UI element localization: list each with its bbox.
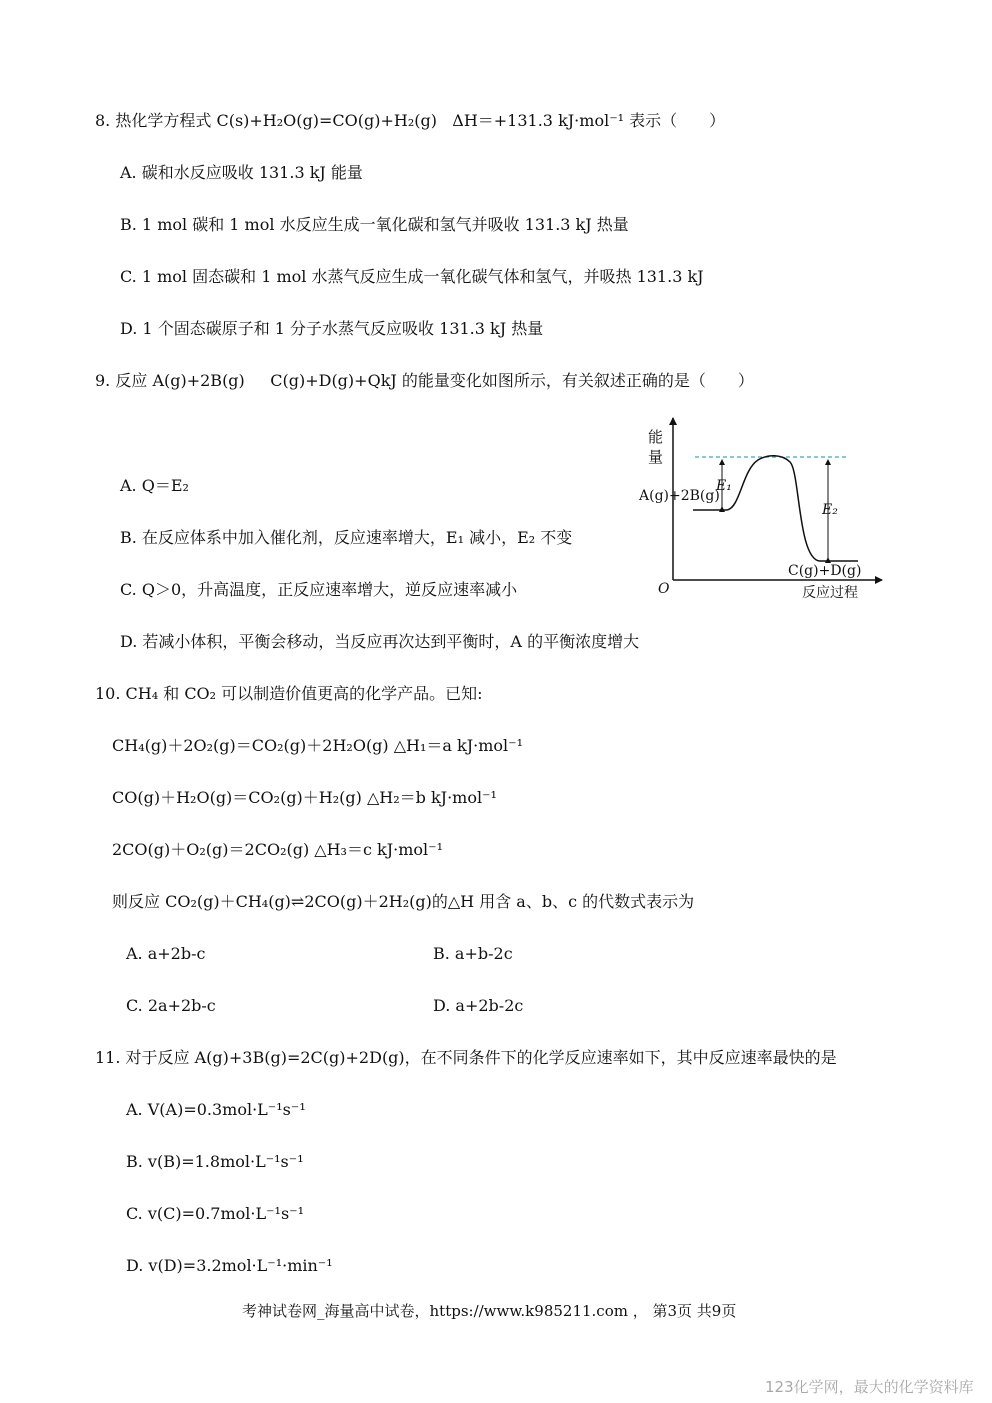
y-axis-label-energy-1: 能 <box>648 428 664 446</box>
x-axis-label: 反应过程 <box>802 585 858 601</box>
q9-option-a: A. Q＝E₂ <box>120 476 189 495</box>
q10-equation-2: CO(g)＋H₂O(g)＝CO₂(g)＋H₂(g) △H₂＝b kJ·mol⁻¹ <box>112 788 497 807</box>
q8-stem-prefix: 8. 热化学方程式 <box>95 111 217 130</box>
q9-option-d: D. 若减小体积，平衡会移动，当反应再次达到平衡时，A 的平衡浓度增大 <box>120 632 640 651</box>
q11-option-d: D. v(D)=3.2mol·L⁻¹·min⁻¹ <box>126 1256 333 1275</box>
products-label: C(g)+D(g) <box>788 563 862 579</box>
q9-stem <box>95 370 754 392</box>
q11-option-c: C. v(C)=0.7mol·L⁻¹s⁻¹ <box>126 1204 305 1223</box>
q10-ask: 则反应 CO₂(g)＋CH₄(g)⇌2CO(g)＋2H₂(g)的△H 用含 a、b、c 的代数式表示为 <box>112 892 695 911</box>
reactants-label: A(g)+2B(g) <box>639 488 720 504</box>
page-footer: 考神试卷网_海量高中试卷，https://www.k985211.com ， 第3页 共9页 <box>242 1302 737 1320</box>
e1-label: E₁ <box>716 478 732 494</box>
q8-stem-suffix: 表示（ ） <box>624 111 726 130</box>
q10-equation-1: CH₄(g)＋2O₂(g)＝CO₂(g)＋2H₂O(g) △H₁＝a kJ·mol⁻¹ <box>112 736 524 755</box>
e2-label: E₂ <box>822 502 838 518</box>
q10-option-c: C. 2a+2b-c <box>126 996 216 1015</box>
q8-option-b: B. 1 mol 碳和 1 mol 水反应生成一氧化碳和氢气并吸收 131.3 kJ 热量 <box>120 215 629 234</box>
q11-option-a: A. V(A)=0.3mol·L⁻¹s⁻¹ <box>126 1100 306 1119</box>
q10-option-b: B. a+b-2c <box>433 944 513 963</box>
watermark: 123化学网，最大的化学资料库 <box>765 1378 974 1396</box>
q8-stem <box>95 110 725 132</box>
q10-option-d: D. a+2b-2c <box>433 996 524 1015</box>
q10-stem: 10. CH₄ 和 CO₂ 可以制造价值更高的化学产品。已知: <box>95 684 483 703</box>
q8-stem-enthalpy: ΔH＝+131.3 kJ·mol⁻¹ <box>452 111 625 130</box>
q10-option-a: A. a+2b-c <box>126 944 206 963</box>
energy-diagram <box>630 410 890 605</box>
q9-option-c: C. Q＞0，升高温度，正反应速率增大，逆反应速率减小 <box>120 580 518 599</box>
q8-option-c: C. 1 mol 固态碳和 1 mol 水蒸气反应生成一氧化碳气体和氢气，并吸热 131.3 kJ <box>120 267 704 286</box>
q9-stem-reactants: 9. 反应 A(g)+2B(g) <box>95 371 245 390</box>
origin-label: O <box>658 581 670 597</box>
q8-stem-equation: C(s)+H₂O(g)=CO(g)+H₂(g) <box>216 111 437 130</box>
y-axis-label-energy-2: 量 <box>648 448 664 466</box>
q11-option-b: B. v(B)=1.8mol·L⁻¹s⁻¹ <box>126 1152 304 1171</box>
q8-option-a: A. 碳和水反应吸收 131.3 kJ 能量 <box>120 163 363 182</box>
q10-equation-3: 2CO(g)＋O₂(g)＝2CO₂(g) △H₃＝c kJ·mol⁻¹ <box>112 840 443 859</box>
q9-stem-rest: C(g)+D(g)+QkJ 的能量变化如图所示，有关叙述正确的是（ ） <box>270 371 754 390</box>
q8-option-d: D. 1 个固态碳原子和 1 分子水蒸气反应吸收 131.3 kJ 热量 <box>120 319 544 338</box>
q11-stem: 11. 对于反应 A(g)+3B(g)=2C(g)+2D(g)，在不同条件下的化学反应速率如下，其中反应速率最快的是 <box>95 1048 837 1067</box>
q9-option-b: B. 在反应体系中加入催化剂，反应速率增大，E₁ 减小，E₂ 不变 <box>120 528 573 547</box>
